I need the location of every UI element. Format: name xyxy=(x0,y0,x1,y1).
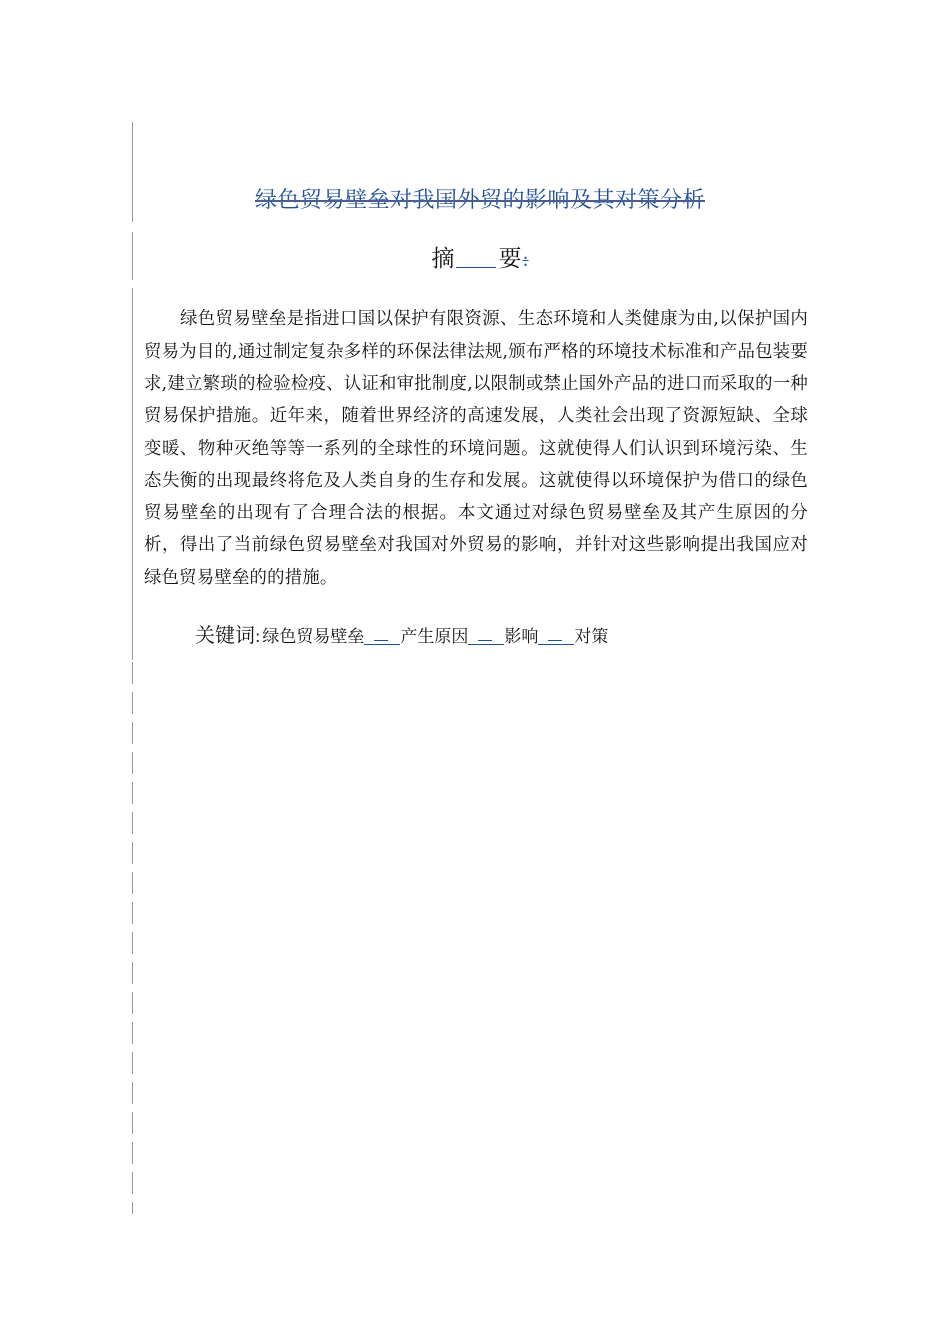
keywords-label: 关键词 xyxy=(195,623,255,647)
revision-change-bar xyxy=(132,232,133,280)
abstract-heading xyxy=(150,240,810,273)
keywords-line xyxy=(195,619,815,648)
keyword-item: 影响 xyxy=(504,627,539,647)
keyword-item: 对策 xyxy=(574,627,609,647)
revision-change-bar xyxy=(132,122,133,222)
revision-change-bar xyxy=(132,288,133,660)
abstract-heading-char: 要 xyxy=(498,246,522,272)
revision-separator xyxy=(364,631,400,645)
revision-underline xyxy=(456,267,496,268)
deleted-colon-mark: : xyxy=(522,250,529,271)
abstract-heading-char: 摘 xyxy=(431,246,455,272)
keyword-item: 产生原因 xyxy=(400,627,469,647)
revision-change-bar xyxy=(132,662,133,1214)
revision-separator xyxy=(538,631,574,645)
keywords-colon: : xyxy=(255,627,261,646)
abstract-paragraph: 绿色贸易壁垒是指进口国以保护有限资源、生态环境和人类健康为由,以保护国内贸易为目的,通过制定复杂多样的环保法律法规,颁布严格的环境技术标准和产品包装要求,建立繁琐的检验检疫、认证和审批制度,以限制或禁止国外产品的进口而采取的一种贸易保护措施。近年来，随着世界经济的高速发展，人类社会出现了资源短缺、全球变暖、物种灭绝等等一系列的全球性的环境问题。这就使得人们认识到环境污染、生态失衡的出现最终将危及人类自身的生存和发展。这就使得以环境保护为借口的绿色贸易壁垒的出现有了合理合法的根据。本文通过对绿色贸易壁垒及其产生原因的分析，得出了当前绿色贸易壁垒对我国对外贸易的影响，并针对这些影响提出我国应对绿色贸易壁垒的的措施。 xyxy=(144,309,808,588)
keyword-item: 绿色贸易壁垒 xyxy=(262,627,365,647)
revision-separator xyxy=(468,631,504,645)
document-title: 绿色贸易壁垒对我国外贸的影响及其对策分析 xyxy=(254,188,705,213)
